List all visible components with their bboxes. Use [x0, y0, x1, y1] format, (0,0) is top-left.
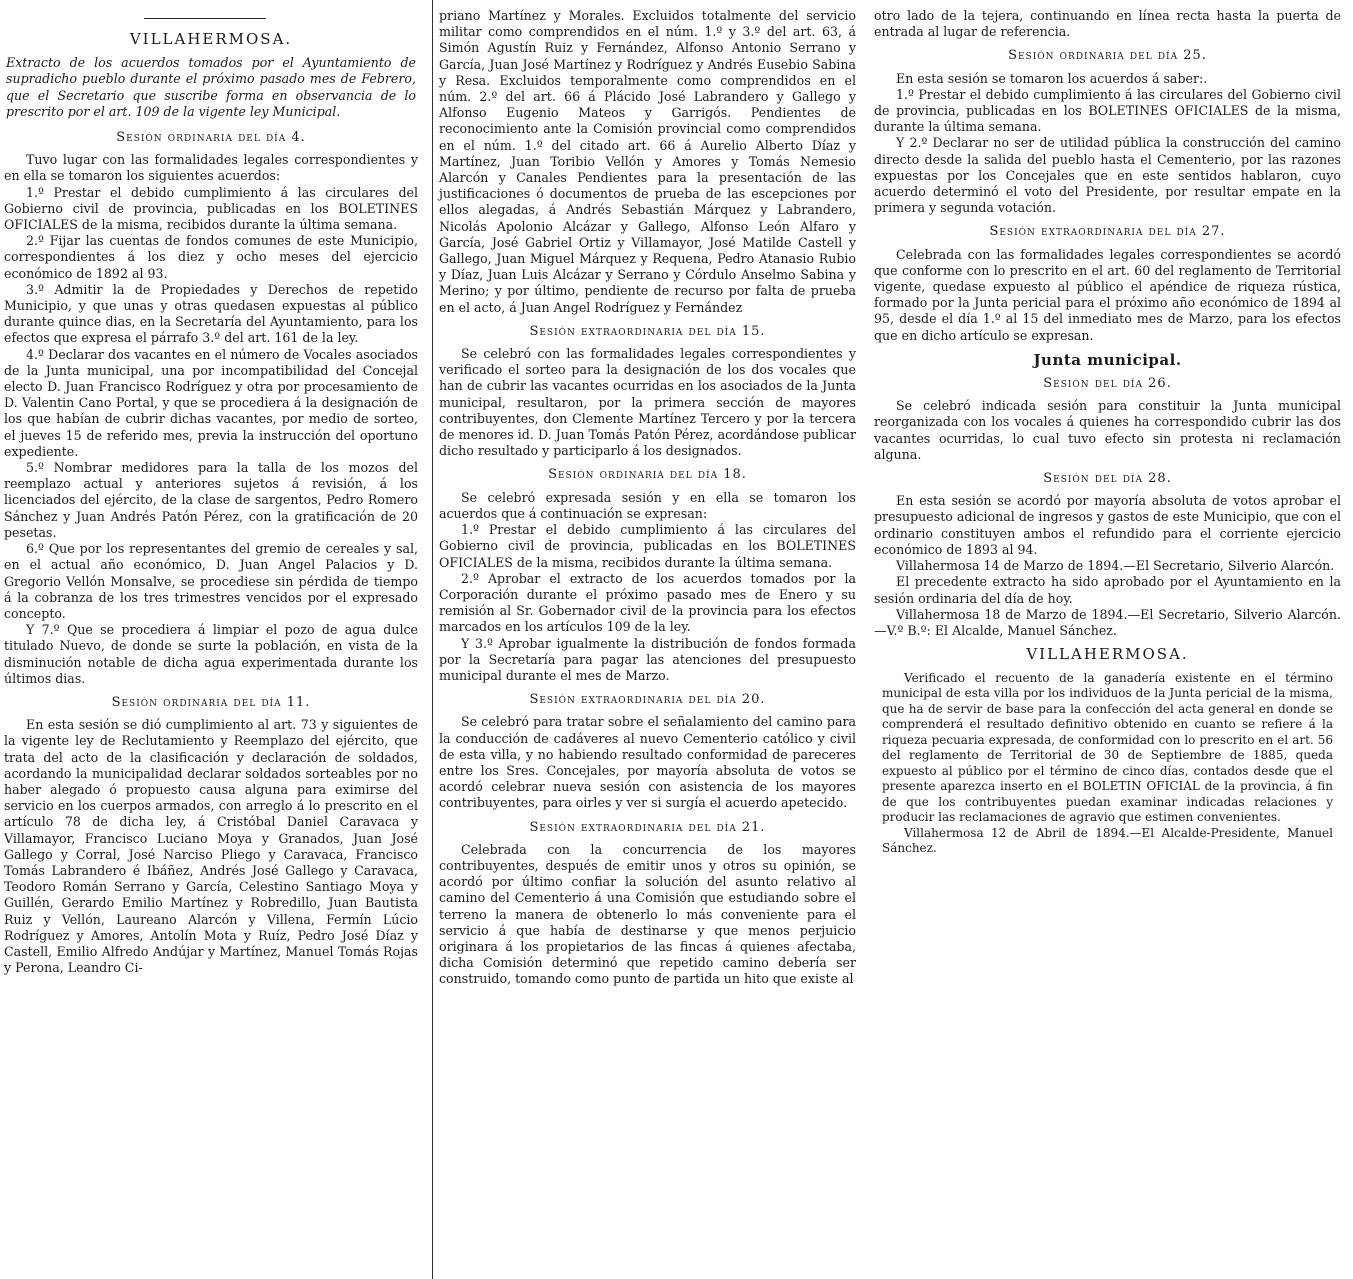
paragraph: otro lado de la tejera, continuando en línea recta hasta la puerta de entrada al lugar de referencia.: [874, 8, 1341, 40]
session-heading: Sesión extraordinaria del día 15.: [529, 323, 766, 339]
notice-title: VILLAHERMOSA.: [1026, 645, 1189, 664]
paragraph: Celebrada con las formalidades legales correspondientes se acordó que conforme con lo prescrito en el art. 60 del reglamento de Territorial vigente, quedase expuesto al público el apéndice de riqueza rústica, formado por la Junta pericial para el próximo año económico de 1894 al 95, desde el día 1.º al 15 del inmediato mes de Marzo, para los efectos que en dicho artículo se expresan.: [874, 246, 1341, 343]
paragraph: En esta sesión se tomaron los acuerdos á saber:.: [896, 70, 1208, 86]
session-heading: Sesión del día 26.: [1043, 376, 1172, 392]
paragraph: 6.º Que por los representantes del gremio de cereales y sal, en el actual año económico, D. Juan Angel Palacios y D. Gregorio Vellón Monsalve, se procediese sin pérdida de tiempo á la cobranza de los tres trimestres vencidos por el expresado concepto.: [4, 541, 418, 621]
session-heading: Sesión ordinaria del día 11.: [111, 694, 311, 710]
top-rule: [144, 18, 266, 19]
paragraph: Y 2.º Declarar no ser de utilidad pública la construcción del camino directo desde la salida del pueblo hasta el Cementerio, por las razones expuestas por los Concejales que en este sentidos hablaron, cuyo acuerdo determinó el voto del Presidente, por resultar empate en la primera y segunda votación.: [874, 135, 1341, 216]
session-heading: Sesión ordinaria del día 4.: [116, 130, 306, 146]
paragraph: El precedente extracto ha sido aprobado por el Ayuntamiento en la sesión ordinaria del día de hoy.: [874, 574, 1341, 606]
article-title: VILLAHERMOSA.: [129, 30, 293, 48]
paragraph: Se celebró indicada sesión para constituir la Junta municipal reorganizada con los vocales á quienes ha correspondido cubrir las dos vacantes ocurridas, lo cual tuvo efecto sin protesta ni reclamación alguna.: [874, 398, 1341, 462]
paragraph: priano Martínez y Morales. Excluidos totalmente del servicio militar como comprendidos en el núm. 1.º y 3.º del art. 63, á Simón Agustín Ruiz y Fernández, Alfonso Antonio Serrano y García, Juan José Martínez y Rodríguez y Andrés Eusebio Sabina y Resa. Excluidos temporalmente como comprendidos en el núm. 2.º del art. 66 á Plácido José Labrandero y Gallego y Alfonso Eugenio Mateos y Garrigós. Pendientes de reconocimiento ante la Comisión provincial como comprendidos en el núm. 1.º del citado art. 66 á Aurelio Alberto Díaz y Martínez, Juan Toribio Vellón y Amores y Tomás Nemesio Alarcón y Canales Pendientes para la presentación de las justificaciones ó documentos de prueba de las escepciones por ellos alegadas, á Andrés Sebastián Márquez y Labrandero, Nicolás Apolonio Alcázar y Gallego, Alfonso León Alfaro y García, José Gabriel Ortiz y Villamayor, José Matilde Castell y Gallego, Juan Miguel Márquez y Requena, Pedro Atanasio Rubio y Díaz, Juan Luis Alcázar y Serrano y Córdulo Anselmo Sabina y Merino; y por último, pendiente de recurso por falta de prueba en el acto, á Juan Angel Rodríguez y Fernández: [439, 8, 856, 315]
session-heading: Sesión extraordinaria del día 27.: [989, 224, 1226, 240]
session-heading: Sesión extraordinaria del día 20.: [529, 692, 766, 708]
paragraph: Y 7.º Que se procediera á limpiar el pozo de agua dulce titulado Nuevo, de donde se surte la población, en vista de la disminución notable de dicha agua experimentada durante los últimos dias.: [4, 622, 418, 686]
paragraph: 1.º Prestar el debido cumplimiento á las circulares del Gobierno civil de provincia, publicadas en los BOLETINES OFICIALES de la misma, recibidos durante la última semana.: [439, 522, 856, 570]
article-intro: Extracto de los acuerdos tomados por el Ayuntamiento de supradicho pueblo durante el próximo pasado mes de Febrero, que el Secretario que suscribe forma en observancia de lo prescrito por el art. 109 de la vigente ley Municipal.: [6, 55, 416, 119]
paragraph: 5.º Nombrar medidores para la talla de los mozos del reemplazo actual y anteriores sujetos á revisión, á los licenciados del ejército, de la clase de sargentos, Pedro Romero Sánchez y Juan Andrés Patón Pérez, con la gratificación de 20 pesetas.: [4, 460, 418, 540]
paragraph: Se celebró con las formalidades legales correspondientes y verificado el sorteo para la designación de los dos vocales que han de cubrir las vacantes ocurridas en los asociados de la Junta municipal, resultaron, por la primera sección de mayores contribuyentes, don Clemente Martínez Tercero y por la tercera de menores id. D. Juan Tomás Patón Pérez, acordándose publicar dicho resultado y participarlo á los designados.: [439, 346, 856, 459]
paragraph: Villahermosa 12 de Abril de 1894.—El Alcalde-Presidente, Manuel Sánchez.: [882, 825, 1333, 856]
paragraph: Se celebró expresada sesión y en ella se tomaron los acuerdos que á continuación se expresan:: [439, 489, 856, 521]
column-3: [868, 0, 1353, 1279]
paragraph: 1.º Prestar el debido cumplimiento á las circulares del Gobierno civil de provincia, publicadas en los BOLETINES OFICIALES de la misma, recibidos durante la última semana.: [4, 184, 418, 233]
paragraph: Villahermosa 18 de Marzo de 1894.—El Secretario, Silverio Alarcón.—V.º B.º: El Alcalde, Manuel Sánchez.: [874, 606, 1341, 638]
paragraph: 3.º Admitir la de Propiedades y Derechos de repetido Municipio, y que unas y otras quedasen expuestas al público durante quince dias, en la Secretaría del Ayuntamiento, para los efectos que expresa el párrafo 3.º del art. 161 de la ley.: [4, 281, 418, 346]
paragraph: En esta sesión se acordó por mayoría absoluta de votos aprobar el presupuesto adicional de ingresos y gastos de este Municipio, que con el ordinario constituyen ambos el refundido para el corriente ejercicio económico de 1893 al 94.: [874, 493, 1341, 557]
paragraph: 2.º Fijar las cuentas de fondos comunes de este Municipio, correspondientes á los diez y ocho meses del ejercicio económico de 1892 al 93.: [4, 233, 418, 281]
paragraph: Verificado el recuento de la ganadería existente en el término municipal de esta villa por los individuos de la Junta pericial de la misma, que ha de servir de base para la confección del acta general en donde se comprenderá el resultado definitivo obtenido en cuanto se refiere á la riqueza pecuaria expresada, de conformidad con lo prescrito en el art. 56 del reglamento de Territorial de 30 de Septiembre de 1885, queda expuesto al público por el término de cinco días, contados desde que el presente aparezca inserto en el BOLETIN OFICIAL de la provincia, á fin de que los contribuyentes puedan examinar indicadas relaciones y producir las reclamaciones de agravio que estimen convenientes.: [882, 670, 1333, 825]
paragraph: Celebrada con la concurrencia de los mayores contribuyentes, después de emitir unos y otros su opinión, se acordó por último confiar la solución del asunto relativo al camino del Cementerio á una Comisión que estudiando sobre el terreno la manera de obtenerlo lo más conveniente para el servicio á que había de destinarse y que menos perjuicio originara á los propietarios de las fincas á quienes afectaba, dicha Comisión determinó que repetido camino debería ser construido, tomando como punto de partida un hito que existe al: [439, 841, 856, 987]
paragraph: 4.º Declarar dos vacantes en el número de Vocales asociados de la Junta municipal, una por incompatibilidad del Concejal electo D. Juan Francisco Rodríguez y otra por procesamiento de D. Valentin Cano Portal, y que se procediera á la designación de los que habían de cubrir dichas vacantes, por medio de sorteo, el jueves 15 de referido mes, previa la instrucción del oportuno expediente.: [4, 346, 418, 459]
session-heading: Sesión extraordinaria del día 21.: [529, 819, 766, 835]
paragraph: Tuvo lugar con las formalidades legales correspondientes y en ella se tomaron los siguientes acuerdos:: [4, 152, 418, 184]
notice-box: [874, 647, 1341, 857]
session-heading: Sesión ordinaria del día 18.: [548, 467, 747, 483]
section-heading: Junta municipal.: [1033, 350, 1182, 369]
paragraph: Villahermosa 14 de Marzo de 1894.—El Secretario, Silverio Alarcón.: [896, 558, 1335, 574]
paragraph: 1.º Prestar el debido cumplimiento á las circulares del Gobierno civil de provincia, publicadas en los BOLETINES OFICIALES de la misma, durante la última semana.: [874, 86, 1341, 135]
paragraph: Se celebró para tratar sobre el señalamiento del camino para la conducción de cadáveres al nuevo Cementerio católico y civil de esta villa, y no habiendo resultado conformidad de pareceres entre los Sres. Concejales, por mayoría absoluta de votos se acordó celebrar nueva sesión con asistencia de los mayores contribuyentes, para oirles y ver si surgía el acuerdo apetecido.: [439, 714, 856, 811]
paragraph: Y 3.º Aprobar igualmente la distribución de fondos formada por la Secretaría para pagar las atenciones del presupuesto municipal durante el mes de Marzo.: [439, 635, 856, 683]
column-1: [0, 0, 428, 1279]
session-heading: Sesión ordinaria del día 25.: [1008, 48, 1207, 64]
paragraph: En esta sesión se dió cumplimiento al art. 73 y siguientes de la vigente ley de Reclutamiento y Reemplazo del ejército, que trata del acto de la clasificación y declaración de soldados, acordando la municipalidad declarar soldados sorteables por no haber alegado ó propuesto causa alguna para eximirse del servicio en los cuerpos armados, con arreglo á lo prescrito en el artículo 78 de dicha ley, á Cristóbal Daniel Caravaca y Villamayor, Francisco Luciano Moya y Granados, Juan José Gallego y Corral, José Narciso Pliego y Caravaca, Francisco Tomás Labrandero é Ibáñez, Andrés José Gallego y Caravaca, Teodoro Román Serrano y García, Celestino Santiago Moya y Guillén, Gerardo Emilio Martínez y Robredillo, Juan Bautista Ruiz y Vellón, Laureano Alarcón y Villena, Fermín Lúcio Rodríguez y Amores, Antolín Mota y Ruíz, Pedro José Díaz y Castell, Emilio Alfredo Andújar y Martínez, Manuel Tomás Rojas y Perona, Leandro Ci-: [4, 717, 418, 976]
column-2: [432, 0, 864, 1279]
session-heading: Sesión del día 28.: [1043, 471, 1172, 487]
paragraph: 2.º Aprobar el extracto de los acuerdos tomados por la Corporación durante el próximo pasado mes de Enero y su remisión al Sr. Gobernador civil de la provincia para los efectos marcados en los artículos 109 de la ley.: [439, 570, 856, 635]
